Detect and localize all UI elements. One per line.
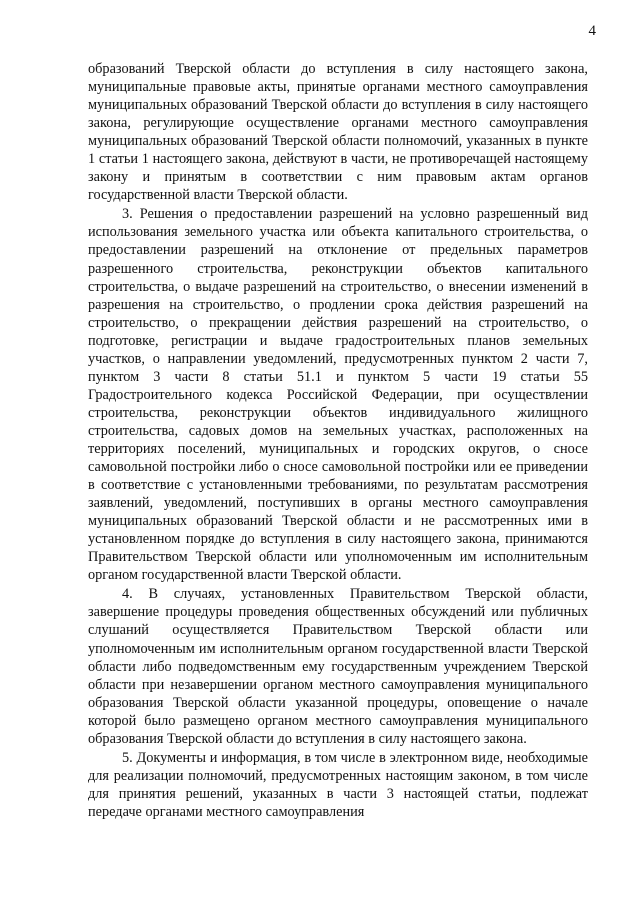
document-body — [88, 60, 588, 821]
paragraph-3: 3. Решения о предоставлении разрешений на условно разрешенный вид использования земельного участка или объекта капитального строительства, о предоставлении разрешений на отклонение от предельных параметров разрешенного строительства, реконструкции объектов капитального строительства, о выдаче разрешений на строительство, о внесении изменений в разрешения на строительство, о продлении срока действия разрешений на строительство, о прекращении действия разрешений на строительство, о подготовке, регистрации и выдаче градостроительных планов земельных участков, о направлении уведомлений, предусмотренных пунктом 2 части 7, пунктом 3 части 8 статьи 51.1 и пунктом 5 части 19 статьи 55 Градостроительного кодекса Российской Федерации, при осуществлении строительства, реконструкции объектов индивидуального жилищного строительства, садовых домов на земельных участках, расположенных на территориях поселений, муниципальных и городских округов, о сносе самовольной постройки либо о сносе самовольной постройки или ее приведении в соответствие с установленными требованиями, по результатам рассмотрения заявлений, уведомлений, поступивших в органы местного самоуправления муниципальных образований Тверской области и не рассмотренных ими в установленном порядке до вступления в силу настоящего закона, принимаются Правительством Тверской области или уполномоченным им исполнительным органом государственной власти Тверской области. — [88, 206, 588, 584]
paragraph-5: 5. Документы и информация, в том числе в электронном виде, необходимые для реализации полномочий, предусмотренных настоящим законом, в том числе для принятия решений, указанных в части 3 настоящей статьи, подлежат передаче органами местного самоуправления — [88, 749, 588, 820]
paragraph-4: 4. В случаях, установленных Правительством Тверской области, завершение процедуры проведения общественных обсуждений или публичных слушаний осуществляется Правительством Тверской области или уполномоченным им исполнительным органом государственной власти Тверской области либо подведомственным ему государственным учреждением Тверской области при незавершении органом местного самоуправления муниципального образования Тверской области указанной процедуры, оповещение о начале которой было размещено органом местного самоуправления муниципального образования Тверской области до вступления в силу настоящего закона. — [88, 586, 588, 747]
paragraph-continuation: образований Тверской области до вступления в силу настоящего закона, муниципальные правовые акты, принятые органами местного самоуправления муниципальных образований Тверской области до вступления в силу настоящего закона, регулирующие осуществление органами местного самоуправления муниципальных образований Тверской области полномочий, указанных в пункте 1 статьи 1 настоящего закона, действуют в части, не противоречащей настоящему закону и принятым в соответствии с ним правовым актам органов государственной власти Тверской области. — [88, 61, 588, 204]
page-number: 4 — [588, 23, 596, 39]
